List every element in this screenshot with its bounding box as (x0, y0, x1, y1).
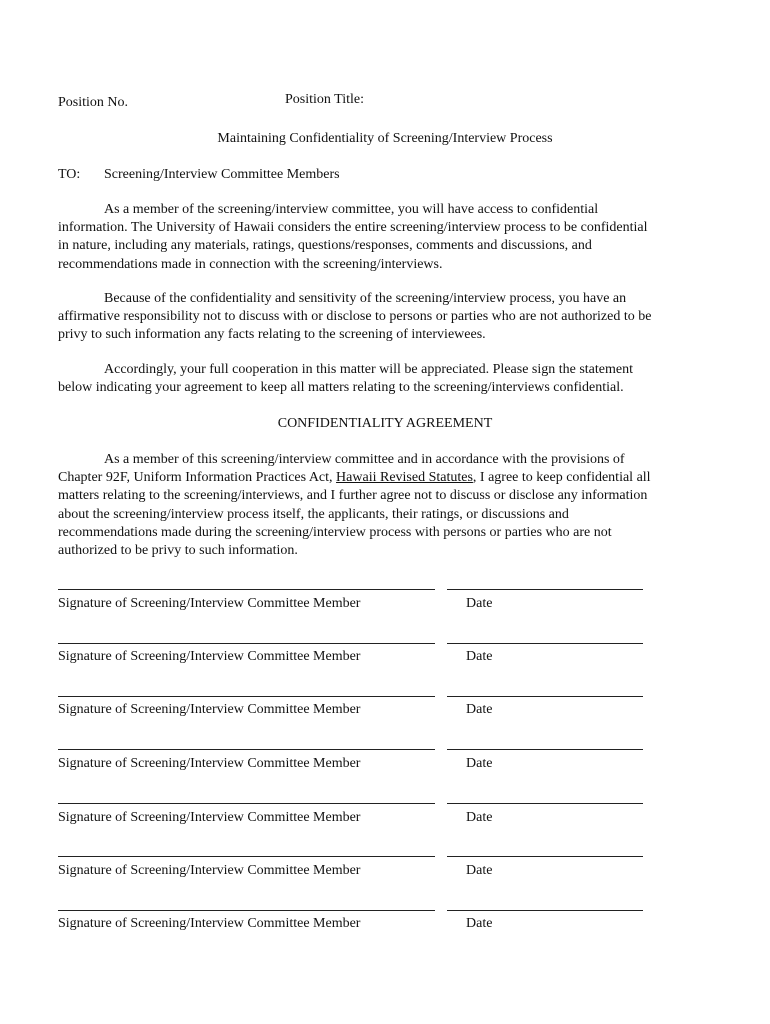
signature-line[interactable] (58, 856, 435, 857)
to-recipient: Screening/Interview Committee Members (104, 167, 340, 182)
date-label: Date (466, 863, 493, 878)
paragraph-line: Because of the confidentiality and sensitivity of the screening/interview process, you have an (104, 291, 627, 306)
paragraph-line: authorized to be privy to such information. (58, 543, 298, 559)
date-line[interactable] (447, 749, 643, 750)
signature-line[interactable] (58, 589, 435, 590)
signature-line[interactable] (58, 696, 435, 697)
date-label: Date (466, 649, 493, 664)
paragraph-line: privy to such information any facts relating to the screening of interviewees. (58, 327, 486, 343)
date-label: Date (466, 810, 493, 825)
agreement-paragraph (58, 451, 708, 560)
paragraph-access (58, 201, 708, 274)
signature-label: Signature of Screening/Interview Committee Member (58, 756, 361, 771)
document-title: Maintaining Confidentiality of Screening/Interview Process (217, 131, 553, 146)
signature-line[interactable] (58, 803, 435, 804)
date-line[interactable] (447, 589, 643, 590)
signature-label: Signature of Screening/Interview Committee Member (58, 810, 361, 825)
position-no-label: Position No. (58, 95, 129, 110)
signature-line[interactable] (58, 749, 435, 750)
date-label: Date (466, 596, 493, 611)
signature-line[interactable] (58, 910, 435, 911)
date-label: Date (466, 916, 493, 931)
signature-label: Signature of Screening/Interview Committee Member (58, 596, 361, 611)
date-label: Date (466, 702, 493, 717)
signature-label: Signature of Screening/Interview Committee Member (58, 916, 361, 931)
paragraph-line: As a member of the screening/interview committee, you will have access to confidential (104, 202, 599, 217)
signature-label: Signature of Screening/Interview Committee Member (58, 649, 361, 664)
signature-label: Signature of Screening/Interview Committee Member (58, 702, 361, 717)
paragraph-line: information. The University of Hawaii considers the entire screening/interview process to be confidential (58, 220, 648, 236)
agreement-text: , I agree to keep confidential all (472, 470, 651, 486)
paragraph-line: Accordingly, your full cooperation in this matter will be appreciated. Please sign the statement (104, 362, 633, 377)
paragraph-line: recommendations made in connection with the screening/interviews. (58, 256, 443, 272)
paragraph-line: As a member of this screening/interview committee and in accordance with the provisions of (104, 452, 625, 467)
date-line[interactable] (447, 803, 643, 804)
paragraph-line: in nature, including any materials, ratings, questions/responses, comments and discussions, and (58, 238, 592, 254)
position-title-label: Position Title: (285, 92, 364, 107)
signature-line[interactable] (58, 643, 435, 644)
paragraph-line: below indicating your agreement to keep all matters relating to the screening/interviews confidential. (58, 380, 624, 396)
paragraph-line: affirmative responsibility not to discuss with or disclose to persons or parties who are not authorized to be (58, 309, 652, 325)
date-line[interactable] (447, 643, 643, 644)
to-label: TO: (58, 167, 81, 182)
date-line[interactable] (447, 856, 643, 857)
date-label: Date (466, 756, 493, 771)
agreement-heading: CONFIDENTIALITY AGREEMENT (277, 416, 493, 431)
date-line[interactable] (447, 910, 643, 911)
paragraph-line: recommendations made during the screening/interview process with persons or parties who are not (58, 524, 612, 540)
paragraph-line: matters relating to the screening/interviews, and I further agree not to discuss or disclose any information (58, 488, 648, 504)
paragraph-line (58, 469, 708, 487)
signature-label: Signature of Screening/Interview Committee Member (58, 863, 361, 878)
paragraph-line: about the screening/interview process itself, the applicants, their ratings, or discussions and (58, 506, 569, 522)
paragraph-cooperation (58, 361, 708, 397)
date-line[interactable] (447, 696, 643, 697)
paragraph-responsibility (58, 290, 708, 345)
statutes-reference: Hawaii Revised Statutes (336, 470, 473, 486)
agreement-text: Chapter 92F, Uniform Information Practices Act, (58, 470, 337, 486)
